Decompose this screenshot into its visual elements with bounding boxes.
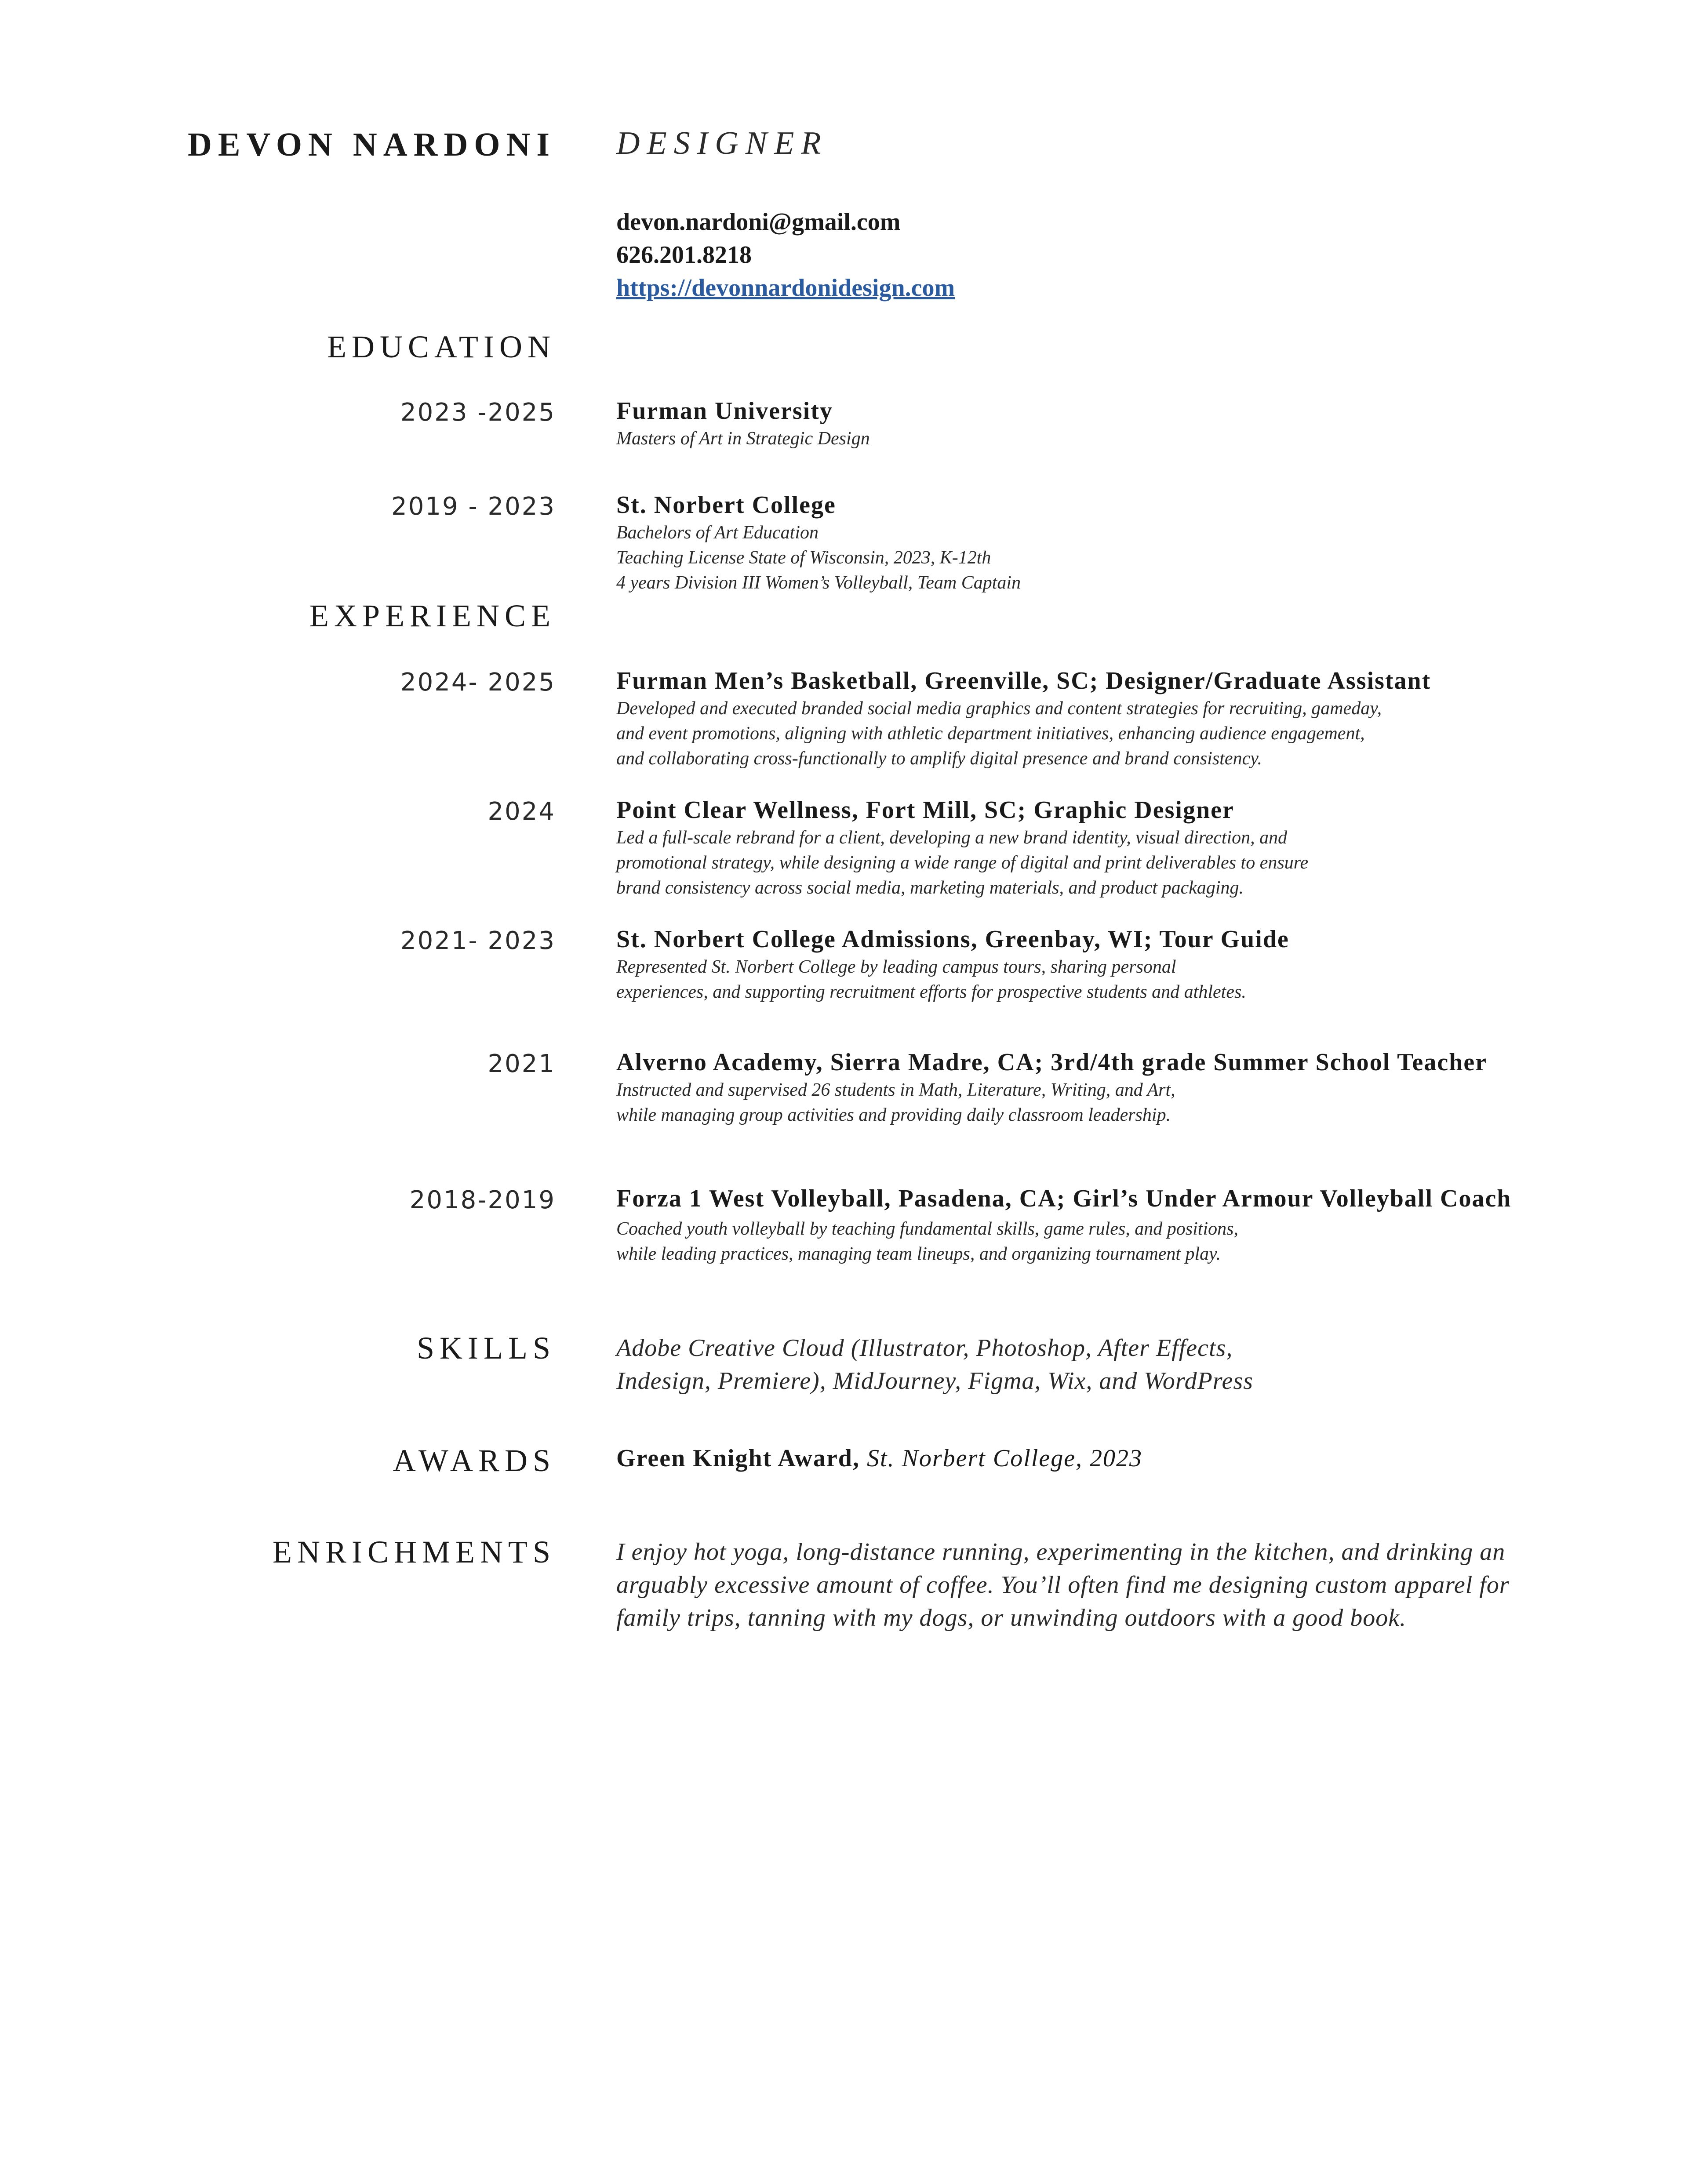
enrichments-heading: ENRICHMENTS	[272, 1534, 556, 1570]
education-entry	[616, 396, 870, 451]
experience-entry	[616, 665, 1431, 771]
experience-date: 2018-2019	[409, 1186, 556, 1214]
experience-title: St. Norbert College Admissions, Greenbay, WI; Tour Guide	[616, 926, 1289, 953]
skills-line: Indesign, Premiere), MidJourney, Figma, Wix, and WordPress	[616, 1367, 1253, 1395]
experience-detail: while leading practices, managing team lineups, and organizing tournament play.	[616, 1244, 1221, 1264]
experience-detail: and event promotions, aligning with athletic department initiatives, enhancing audience engagement,	[616, 723, 1365, 744]
award-name: Green Knight Award,	[616, 1445, 860, 1472]
experience-detail: experiences, and supporting recruitment efforts for prospective students and athletes.	[616, 982, 1246, 1002]
experience-detail: and collaborating cross-functionally to amplify digital presence and brand consistency.	[616, 749, 1262, 769]
experience-date: 2021	[487, 1050, 556, 1078]
experience-entry	[616, 1047, 1487, 1128]
experience-title: Furman Men’s Basketball, Greenville, SC; Designer/Graduate Assistant	[616, 667, 1431, 694]
experience-date: 2024- 2025	[400, 668, 556, 697]
contact-block	[616, 206, 955, 305]
education-detail: 4 years Division III Women’s Volleyball, Team Captain	[616, 573, 1021, 593]
education-school: St. Norbert College	[616, 491, 836, 519]
education-detail: Bachelors of Art Education	[616, 523, 819, 543]
experience-heading: EXPERIENCE	[309, 598, 556, 633]
experience-entry	[616, 795, 1308, 901]
experience-detail: promotional strategy, while designing a wide range of digital and print deliverables to ensure	[616, 853, 1309, 873]
education-date: 2023 -2025	[400, 398, 556, 427]
education-detail: Teaching License State of Wisconsin, 2023, K-12th	[616, 548, 991, 568]
experience-date: 2021- 2023	[400, 927, 556, 955]
email-address[interactable]: devon.nardoni@gmail.com	[616, 208, 901, 236]
enrichments-line: arguably excessive amount of coffee. You’ll often find me designing custom apparel for	[616, 1571, 1510, 1599]
enrichments-line: I enjoy hot yoga, long-distance running, experimenting in the kitchen, and drinking an	[616, 1538, 1506, 1566]
awards-heading: AWARDS	[393, 1443, 556, 1478]
award-entry	[616, 1444, 1142, 1472]
experience-detail: Developed and executed branded social media graphics and content strategies for recruiting, gameday,	[616, 698, 1382, 719]
experience-date: 2024	[487, 797, 556, 826]
portfolio-link[interactable]: https://devonnardonidesign.com	[616, 274, 955, 302]
education-detail: Masters of Art in Strategic Design	[616, 429, 870, 449]
experience-detail: Instructed and supervised 26 students in Math, Literature, Writing, and Art,	[616, 1080, 1175, 1100]
education-entry	[616, 490, 1021, 596]
candidate-role: DESIGNER	[616, 125, 828, 161]
experience-title: Point Clear Wellness, Fort Mill, SC; Graphic Designer	[616, 796, 1234, 824]
experience-title: Alverno Academy, Sierra Madre, CA; 3rd/4th grade Summer School Teacher	[616, 1049, 1488, 1076]
experience-entry	[616, 1183, 1511, 1267]
experience-entry	[616, 924, 1289, 1005]
education-date: 2019 - 2023	[391, 492, 556, 521]
education-heading: EDUCATION	[327, 329, 556, 364]
experience-title: Forza 1 West Volleyball, Pasadena, CA; Girl’s Under Armour Volleyball Coach	[616, 1185, 1512, 1212]
enrichments-line: family trips, tanning with my dogs, or unwinding outdoors with a good book.	[616, 1604, 1407, 1632]
experience-detail: Represented St. Norbert College by leading campus tours, sharing personal	[616, 957, 1176, 977]
award-detail: St. Norbert College, 2023	[866, 1445, 1143, 1472]
phone-number: 626.201.8218	[616, 241, 752, 269]
skills-line: Adobe Creative Cloud (Illustrator, Photoshop, After Effects,	[616, 1334, 1233, 1362]
experience-detail: Coached youth volleyball by teaching fundamental skills, game rules, and positions,	[616, 1219, 1238, 1239]
candidate-name: DEVON NARDONI	[187, 126, 556, 163]
experience-detail: while managing group activities and providing daily classroom leadership.	[616, 1105, 1171, 1125]
experience-detail: brand consistency across social media, marketing materials, and product packaging.	[616, 878, 1244, 898]
experience-detail: Led a full-scale rebrand for a client, developing a new brand identity, visual direction, and	[616, 828, 1288, 848]
enrichments-text	[616, 1536, 1510, 1635]
skills-list	[616, 1332, 1253, 1398]
skills-heading: SKILLS	[416, 1330, 556, 1366]
education-school: Furman University	[616, 397, 833, 425]
